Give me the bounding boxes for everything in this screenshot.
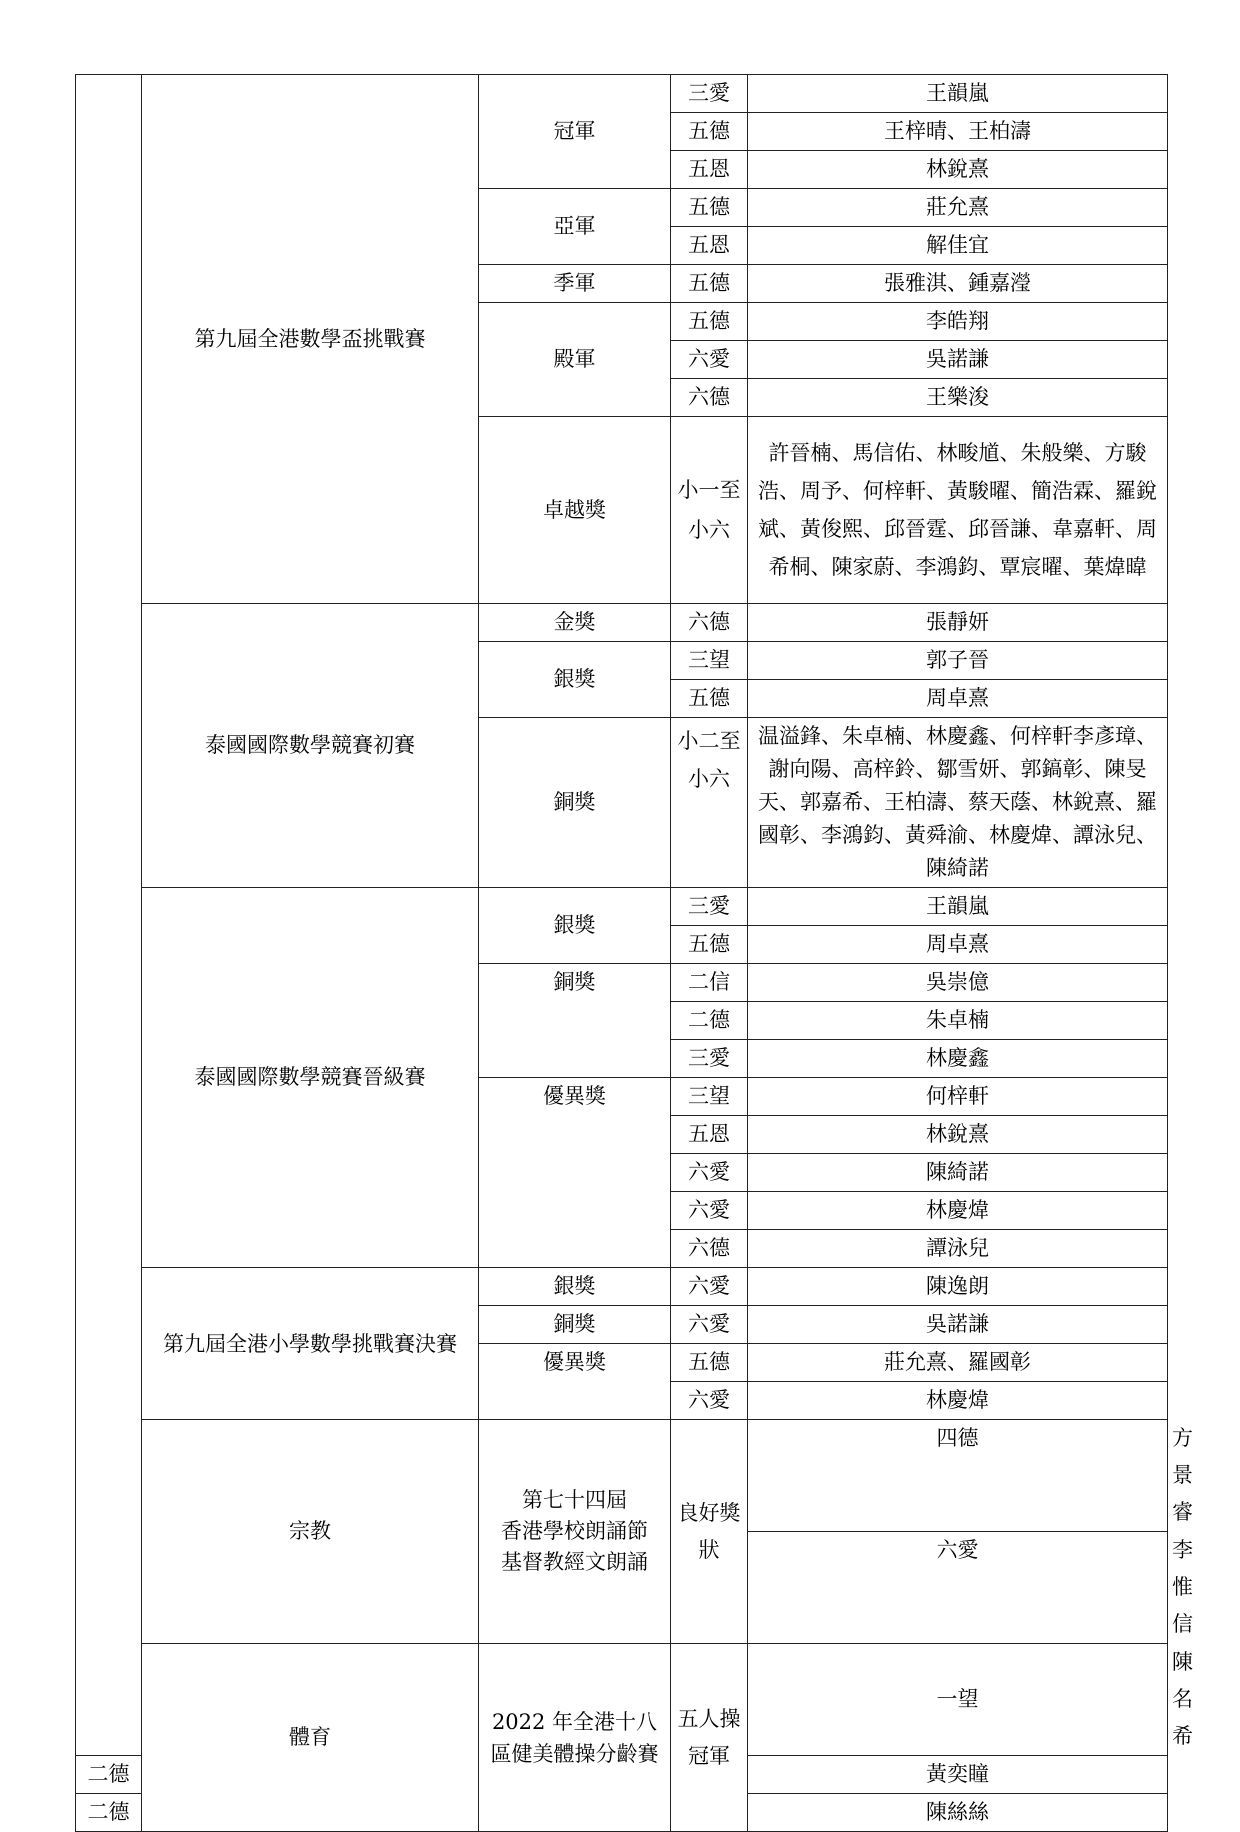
- class-cell: 六愛: [748, 1532, 1168, 1644]
- class-cell: 五德: [671, 303, 748, 341]
- student-names: 何梓軒: [748, 1078, 1168, 1116]
- student-names: 許晉楠、馬信佑、林畯馗、朱般樂、方駿浩、周予、何梓軒、黃駿曜、簡浩霖、羅銳斌、黃俊熙、邱晉霆、邱晉謙、韋嘉軒、周希桐、陳家蔚、李鴻鈞、覃宸曜、葉煒暐: [748, 417, 1168, 604]
- class-cell: 六愛: [671, 341, 748, 379]
- class-cell: 六德: [671, 1230, 748, 1268]
- student-names: 莊允熹、羅國彰: [748, 1344, 1168, 1382]
- competition-name: 第九屆全港小學數學挑戰賽決賽: [142, 1268, 479, 1420]
- class-cell: 三望: [671, 1078, 748, 1116]
- student-names: 林慶煒: [748, 1382, 1168, 1420]
- award-level: 卓越獎: [479, 417, 671, 604]
- competition-line: 第七十四屆: [522, 1488, 627, 1512]
- award-level: 季軍: [479, 265, 671, 303]
- competition-line: 香港學校朗誦節: [501, 1519, 648, 1543]
- student-names: 陳逸朗: [748, 1268, 1168, 1306]
- award-level: 銀獎: [479, 1268, 671, 1306]
- class-cell: 五德: [671, 189, 748, 227]
- class-cell: 五德: [671, 1344, 748, 1382]
- student-names: 温溢鋒、朱卓楠、林慶鑫、何梓軒李彥璋、謝向陽、高梓鈴、鄒雪妍、郭鎬彰、陳旻天、郭嘉希、王柏濤、蔡天蔭、林銳熹、羅國彰、李鴻鈞、黃舜渝、林慶煒、譚泳兒、陳綺諾: [748, 718, 1168, 888]
- competition-name: 第九屆全港數學盃挑戰賽: [142, 75, 479, 604]
- student-names: 王韻嵐: [748, 75, 1168, 113]
- student-names: 林銳熹: [748, 151, 1168, 189]
- competition-name: [479, 1420, 671, 1644]
- award-level: 優異獎: [479, 1078, 671, 1268]
- student-names: 周卓熹: [748, 926, 1168, 964]
- class-cell: 五德: [671, 926, 748, 964]
- award-level: 殿軍: [479, 303, 671, 417]
- student-names: 吳崇億: [748, 964, 1168, 1002]
- student-names: 張靜妍: [748, 604, 1168, 642]
- student-names: 周卓熹: [748, 680, 1168, 718]
- award-level: 冠軍: [479, 75, 671, 189]
- class-cell: 六德: [671, 604, 748, 642]
- award-level: 優異獎: [479, 1344, 671, 1420]
- class-cell: 三望: [671, 642, 748, 680]
- student-names: 吳諾謙: [748, 341, 1168, 379]
- class-cell: 五恩: [671, 1116, 748, 1154]
- award-level: 良好獎狀: [671, 1420, 748, 1644]
- student-names: 王韻嵐: [748, 888, 1168, 926]
- class-cell: 三愛: [671, 1040, 748, 1078]
- class-cell: 五德: [671, 113, 748, 151]
- class-cell: 四德: [748, 1420, 1168, 1532]
- class-cell: 六愛: [671, 1192, 748, 1230]
- class-cell: 六愛: [671, 1154, 748, 1192]
- student-names: 陳綺諾: [748, 1154, 1168, 1192]
- award-level: 銀獎: [479, 642, 671, 718]
- class-cell: 小一至小六: [671, 417, 748, 604]
- competition-line: 基督教經文朗誦: [501, 1550, 648, 1574]
- award-level: 五人操冠軍: [671, 1644, 748, 1832]
- category-label: 宗教: [142, 1420, 479, 1644]
- student-names: 黃奕瞳: [748, 1756, 1168, 1794]
- competition-name: 2022 年全港十八區健美體操分齡賽: [479, 1644, 671, 1832]
- class-cell: 六愛: [671, 1382, 748, 1420]
- award-level: 銅獎: [479, 1306, 671, 1344]
- class-cell: 二德: [671, 1002, 748, 1040]
- student-names: 解佳宜: [748, 227, 1168, 265]
- competition-name: 泰國國際數學競賽晉級賽: [142, 888, 479, 1268]
- class-cell: 一望: [748, 1644, 1168, 1756]
- student-names: 林銳熹: [748, 1116, 1168, 1154]
- award-level: 金獎: [479, 604, 671, 642]
- class-cell: 二德: [76, 1794, 142, 1832]
- competition-name: 泰國國際數學競賽初賽: [142, 604, 479, 888]
- student-names: 莊允熹: [748, 189, 1168, 227]
- class-cell: 五恩: [671, 227, 748, 265]
- student-names: 李皓翔: [748, 303, 1168, 341]
- student-names: 林慶煒: [748, 1192, 1168, 1230]
- student-names: 王梓晴、王柏濤: [748, 113, 1168, 151]
- student-names: 譚泳兒: [748, 1230, 1168, 1268]
- student-names: 陳絲絲: [748, 1794, 1168, 1832]
- award-level: 銅獎: [479, 718, 671, 888]
- award-level: 亞軍: [479, 189, 671, 265]
- category-cell-blank: [76, 75, 142, 1756]
- class-cell: 五恩: [671, 151, 748, 189]
- category-label: 體育: [142, 1644, 479, 1832]
- award-level: 銅獎: [479, 964, 671, 1078]
- class-cell: 二信: [671, 964, 748, 1002]
- class-cell: 六愛: [671, 1268, 748, 1306]
- class-cell: 三愛: [671, 888, 748, 926]
- student-names: 林慶鑫: [748, 1040, 1168, 1078]
- class-cell: 小二至小六: [671, 718, 748, 888]
- student-names: 張雅淇、鍾嘉瀅: [748, 265, 1168, 303]
- class-cell: 六德: [671, 379, 748, 417]
- class-cell: 五德: [671, 680, 748, 718]
- awards-table: 第九屆全港數學盃挑戰賽 冠軍 三愛 王韻嵐 五德 王梓晴、王柏濤 五恩 林銳熹 亞軍 五德 莊允熹 五恩 解佳宜 季軍 五德 張雅淇、鍾嘉瀅 殿軍 五德 李皓翔 六愛 吳諾謙 六德 王樂浚 卓越獎 小一至小六 許晉楠、馬信佑、林畯馗、朱般樂、方駿浩、周予、何梓軒、黃駿曜、簡浩霖、羅銳斌、黃俊熙、邱晉霆、邱晉謙、韋嘉軒、周希桐、陳家蔚、李鴻鈞、覃宸曜、葉煒暐 泰國國際數學競賽初賽 金獎 六德 張靜妍 銀獎 三望 郭子晉 五德 周卓熹 銅獎 小二至小六 温溢鋒、朱卓楠、林慶鑫、何梓軒李彥璋、謝向陽、高梓鈴、鄒雪妍、郭鎬彰、陳旻天、郭嘉希、王柏濤、蔡天蔭、林銳熹、羅國彰、李鴻鈞、黃舜渝、林慶煒、譚泳兒、陳綺諾 泰國國際數學競賽晉級賽 銀獎 三愛 王韻嵐 五德 周卓熹 銅獎 二信 吳崇億 二德 朱卓楠 三愛 林慶鑫 優異獎 三望 何梓軒 五恩 林銳熹 六愛 陳綺諾 六愛 林慶煒 六德 譚泳兒 第九屆全港小學數學挑戰賽決賽 銀獎 六愛 陳逸朗 銅獎 六愛 吳諾謙 優異獎 五德 莊允熹、羅國彰 六愛 林慶煒 宗教 第七十四屆 香港學校朗誦節 基督教經文朗誦 良好獎狀 四德 方景睿 六愛 李惟信 體育 2022 年全港十八區健美體操分齡賽 五人操冠軍 一望 陳名希 二德 黃奕瞳 二德 陳絲絲: [75, 74, 1168, 1832]
- student-names: 吳諾謙: [748, 1306, 1168, 1344]
- class-cell: 五德: [671, 265, 748, 303]
- student-names: 郭子晉: [748, 642, 1168, 680]
- class-cell: 三愛: [671, 75, 748, 113]
- class-cell: 二德: [76, 1756, 142, 1794]
- award-level: 銀獎: [479, 888, 671, 964]
- student-names: 王樂浚: [748, 379, 1168, 417]
- student-names: 朱卓楠: [748, 1002, 1168, 1040]
- class-cell: 六愛: [671, 1306, 748, 1344]
